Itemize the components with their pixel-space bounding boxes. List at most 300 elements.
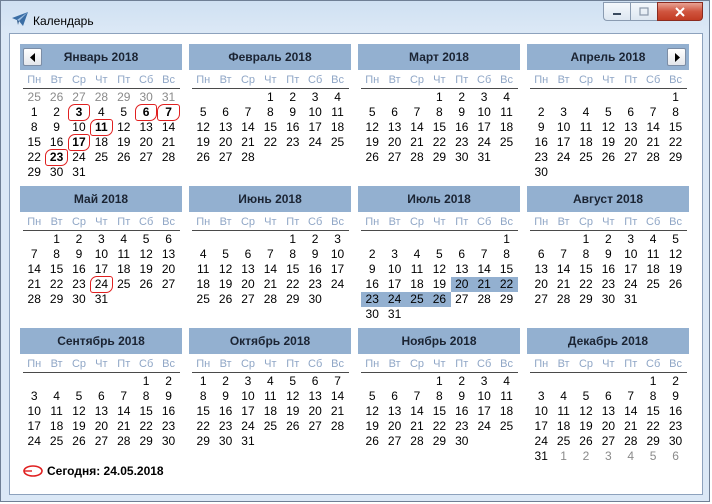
day-cell[interactable]: 4: [199, 247, 207, 261]
day-cell[interactable]: 13: [624, 120, 638, 134]
day-cell[interactable]: 24: [383, 292, 405, 307]
day-cell[interactable]: 14: [117, 404, 131, 418]
day-cell[interactable]: 9: [672, 389, 679, 403]
day-cell[interactable]: 13: [387, 404, 402, 418]
day-cell[interactable]: 2: [605, 232, 612, 246]
day-cell[interactable]: 21: [117, 419, 131, 433]
minimize-button[interactable]: [603, 2, 630, 21]
day-cell[interactable]: 7: [157, 105, 179, 120]
day-cell[interactable]: 2: [458, 90, 466, 104]
day-cell[interactable]: 27: [94, 434, 109, 448]
day-cell[interactable]: 10: [624, 247, 638, 261]
day-cell[interactable]: 24: [241, 419, 255, 433]
day-cell[interactable]: 9: [289, 105, 297, 119]
day-cell[interactable]: 28: [330, 419, 345, 433]
day-cell[interactable]: 20: [218, 135, 233, 149]
day-cell[interactable]: 13: [534, 262, 548, 276]
day-cell[interactable]: 7: [649, 105, 657, 119]
day-cell[interactable]: 20: [451, 277, 473, 292]
day-cell[interactable]: 24: [27, 434, 41, 448]
day-cell[interactable]: 11: [264, 389, 277, 403]
day-cell[interactable]: 25: [499, 135, 514, 149]
day-cell[interactable]: 29: [117, 90, 131, 104]
day-cell[interactable]: 24: [330, 277, 345, 291]
day-cell[interactable]: 14: [263, 262, 278, 276]
day-cell[interactable]: 9: [537, 120, 545, 134]
day-cell[interactable]: 23: [455, 135, 469, 149]
day-cell[interactable]: 17: [534, 419, 548, 433]
day-cell[interactable]: 6: [311, 374, 319, 388]
day-cell[interactable]: 7: [560, 247, 567, 261]
day-cell[interactable]: 31: [94, 292, 109, 306]
day-cell[interactable]: 11: [196, 262, 210, 276]
day-cell[interactable]: 19: [139, 262, 153, 276]
day-cell[interactable]: 12: [218, 262, 233, 276]
day-cell[interactable]: 28: [556, 292, 571, 306]
day-cell[interactable]: 18: [117, 262, 131, 276]
day-cell[interactable]: 16: [308, 262, 322, 276]
day-cell[interactable]: 8: [649, 389, 657, 403]
day-cell[interactable]: 8: [672, 105, 679, 119]
day-cell[interactable]: 9: [75, 247, 83, 261]
day-cell[interactable]: 8: [53, 247, 60, 261]
day-cell[interactable]: 23: [601, 277, 616, 291]
day-cell[interactable]: 9: [311, 247, 319, 261]
day-cell[interactable]: 2: [672, 374, 679, 388]
day-cell[interactable]: 25: [406, 292, 428, 307]
day-cell[interactable]: 28: [410, 434, 424, 448]
day-cell[interactable]: 17: [94, 262, 109, 276]
day-cell[interactable]: 30: [601, 292, 616, 306]
day-cell[interactable]: 22: [432, 419, 447, 433]
day-cell[interactable]: 10: [477, 389, 491, 403]
day-cell[interactable]: 1: [582, 232, 590, 246]
day-cell[interactable]: 23: [161, 419, 176, 433]
day-cell[interactable]: 14: [410, 120, 424, 134]
day-cell[interactable]: 17: [68, 135, 90, 150]
day-cell[interactable]: 24: [556, 150, 571, 164]
day-cell[interactable]: 6: [458, 247, 466, 261]
day-cell[interactable]: 24: [90, 277, 112, 292]
day-cell[interactable]: 20: [534, 277, 548, 291]
day-cell[interactable]: 16: [218, 404, 233, 418]
day-cell[interactable]: 16: [161, 404, 176, 418]
day-cell[interactable]: 5: [649, 449, 657, 463]
day-cell[interactable]: 14: [330, 389, 345, 403]
day-cell[interactable]: 4: [560, 389, 567, 403]
day-cell[interactable]: 7: [267, 247, 274, 261]
day-cell[interactable]: 10: [387, 262, 402, 276]
day-cell[interactable]: 7: [334, 374, 341, 388]
day-cell[interactable]: 15: [432, 404, 447, 418]
day-cell[interactable]: 17: [27, 419, 41, 433]
day-cell[interactable]: 19: [365, 419, 379, 433]
day-cell[interactable]: 5: [368, 389, 376, 403]
day-cell[interactable]: 3: [391, 247, 398, 261]
day-cell[interactable]: 15: [668, 120, 683, 134]
day-cell[interactable]: 26: [117, 150, 131, 164]
today-link[interactable]: [22, 462, 164, 480]
day-cell[interactable]: 5: [672, 232, 679, 246]
day-cell[interactable]: 16: [534, 135, 548, 149]
day-cell[interactable]: 19: [117, 135, 131, 149]
day-cell[interactable]: 1: [649, 374, 657, 388]
day-cell[interactable]: 9: [368, 262, 376, 276]
day-cell[interactable]: 23: [668, 419, 683, 433]
day-cell[interactable]: 24: [308, 135, 322, 149]
day-cell[interactable]: 29: [432, 150, 447, 164]
day-cell[interactable]: 28: [410, 150, 424, 164]
day-cell[interactable]: 3: [560, 105, 567, 119]
day-cell[interactable]: 17: [477, 404, 491, 418]
day-cell[interactable]: 20: [387, 419, 402, 433]
day-cell[interactable]: 24: [477, 135, 491, 149]
previous-month-button[interactable]: [23, 48, 42, 66]
day-cell[interactable]: 21: [624, 419, 638, 433]
day-cell[interactable]: 20: [387, 135, 402, 149]
day-cell[interactable]: 19: [365, 135, 379, 149]
day-cell[interactable]: 29: [49, 292, 64, 306]
day-cell[interactable]: 14: [646, 120, 660, 134]
day-cell[interactable]: 20: [139, 135, 153, 149]
day-cell[interactable]: 7: [480, 247, 488, 261]
title-bar[interactable]: [1, 1, 709, 35]
day-cell[interactable]: 1: [289, 232, 297, 246]
day-cell[interactable]: 26: [365, 434, 379, 448]
day-cell[interactable]: 4: [582, 105, 590, 119]
day-cell[interactable]: 1: [53, 232, 60, 246]
day-cell[interactable]: 22: [286, 277, 300, 291]
day-cell[interactable]: 28: [27, 292, 41, 306]
day-cell[interactable]: 26: [286, 419, 300, 433]
day-cell[interactable]: 29: [196, 434, 210, 448]
day-cell[interactable]: 5: [368, 105, 376, 119]
day-cell[interactable]: 1: [503, 232, 510, 246]
day-cell[interactable]: 29: [286, 292, 300, 306]
day-cell[interactable]: 27: [387, 434, 402, 448]
day-cell[interactable]: 18: [499, 404, 514, 418]
day-cell[interactable]: 18: [499, 120, 514, 134]
day-cell[interactable]: 12: [365, 404, 379, 418]
day-cell[interactable]: 29: [27, 165, 41, 179]
day-cell[interactable]: 7: [244, 105, 252, 119]
day-cell[interactable]: 11: [579, 120, 593, 134]
day-cell[interactable]: 7: [120, 389, 128, 403]
day-cell[interactable]: 18: [410, 277, 424, 291]
day-cell[interactable]: 25: [499, 419, 514, 433]
day-cell[interactable]: 31: [241, 434, 255, 448]
day-cell[interactable]: 5: [75, 389, 83, 403]
day-cell[interactable]: 19: [196, 135, 210, 149]
day-cell[interactable]: 7: [413, 389, 421, 403]
day-cell[interactable]: 3: [605, 449, 612, 463]
day-cell[interactable]: 4: [98, 105, 105, 119]
day-cell[interactable]: 21: [330, 404, 345, 418]
day-cell[interactable]: 25: [196, 292, 210, 306]
day-cell[interactable]: 6: [537, 247, 545, 261]
day-cell[interactable]: 6: [222, 105, 229, 119]
day-cell[interactable]: 18: [330, 120, 345, 134]
day-cell[interactable]: 8: [503, 247, 510, 261]
day-cell[interactable]: 7: [627, 389, 635, 403]
day-cell[interactable]: 4: [120, 232, 128, 246]
day-cell[interactable]: 13: [308, 389, 322, 403]
day-cell[interactable]: 9: [53, 120, 60, 134]
day-cell[interactable]: 1: [436, 374, 443, 388]
day-cell[interactable]: 6: [672, 449, 679, 463]
day-cell[interactable]: 14: [27, 262, 41, 276]
day-cell[interactable]: 25: [330, 135, 345, 149]
day-cell[interactable]: 27: [139, 150, 153, 164]
day-cell[interactable]: 23: [286, 135, 300, 149]
day-cell[interactable]: 10: [72, 120, 86, 134]
day-cell[interactable]: 6: [391, 389, 398, 403]
day-cell[interactable]: 10: [477, 105, 491, 119]
day-cell[interactable]: 12: [286, 389, 300, 403]
day-cell[interactable]: 15: [432, 120, 447, 134]
day-cell[interactable]: 3: [334, 232, 341, 246]
day-cell[interactable]: 6: [391, 105, 398, 119]
day-cell[interactable]: 30: [139, 90, 153, 104]
day-cell[interactable]: 28: [263, 292, 278, 306]
day-cell[interactable]: 17: [241, 404, 255, 418]
day-cell[interactable]: 13: [94, 404, 109, 418]
day-cell[interactable]: 15: [263, 120, 278, 134]
day-cell[interactable]: 27: [387, 150, 402, 164]
day-cell[interactable]: 22: [646, 419, 660, 433]
day-cell[interactable]: 26: [579, 434, 593, 448]
day-cell[interactable]: 3: [537, 389, 545, 403]
day-cell[interactable]: 11: [646, 247, 660, 261]
day-cell[interactable]: 1: [142, 374, 150, 388]
day-cell[interactable]: 8: [436, 105, 443, 119]
day-cell[interactable]: 2: [75, 232, 83, 246]
day-cell[interactable]: 16: [365, 277, 379, 291]
day-cell[interactable]: 27: [455, 292, 469, 306]
day-cell[interactable]: 26: [365, 150, 379, 164]
day-cell[interactable]: 12: [668, 247, 683, 261]
day-cell[interactable]: 24: [72, 150, 86, 164]
day-cell[interactable]: 2: [458, 374, 466, 388]
day-cell[interactable]: 16: [668, 404, 683, 418]
day-cell[interactable]: 31: [534, 449, 548, 463]
day-cell[interactable]: 29: [579, 292, 593, 306]
day-cell[interactable]: 26: [72, 434, 86, 448]
day-cell[interactable]: 6: [165, 232, 172, 246]
day-cell[interactable]: 8: [199, 389, 207, 403]
day-cell[interactable]: 14: [624, 404, 638, 418]
day-cell[interactable]: 30: [72, 292, 86, 306]
day-cell[interactable]: 31: [161, 90, 176, 104]
day-cell[interactable]: 12: [365, 120, 379, 134]
day-cell[interactable]: 17: [387, 277, 402, 291]
day-cell[interactable]: 7: [30, 247, 38, 261]
day-cell[interactable]: 23: [534, 150, 548, 164]
day-cell[interactable]: 25: [579, 150, 593, 164]
day-cell[interactable]: 9: [458, 389, 466, 403]
day-cell[interactable]: 14: [161, 120, 176, 134]
day-cell[interactable]: 3: [68, 105, 90, 120]
day-cell[interactable]: 3: [98, 232, 105, 246]
day-cell[interactable]: 3: [480, 90, 488, 104]
day-cell[interactable]: 25: [27, 90, 41, 104]
day-cell[interactable]: 22: [139, 419, 153, 433]
day-cell[interactable]: 15: [579, 262, 593, 276]
day-cell[interactable]: 8: [142, 389, 150, 403]
day-cell[interactable]: 23: [455, 419, 469, 433]
day-cell[interactable]: 27: [218, 150, 233, 164]
day-cell[interactable]: 8: [289, 247, 297, 261]
day-cell[interactable]: 12: [196, 120, 210, 134]
day-cell[interactable]: 18: [94, 135, 109, 149]
day-cell[interactable]: 9: [165, 389, 172, 403]
day-cell[interactable]: 11: [557, 404, 570, 418]
day-cell[interactable]: 1: [672, 90, 679, 104]
day-cell[interactable]: 18: [556, 419, 571, 433]
day-cell[interactable]: 12: [117, 120, 131, 134]
day-cell[interactable]: 22: [432, 135, 447, 149]
day-cell[interactable]: 18: [49, 419, 64, 433]
day-cell[interactable]: 8: [582, 247, 590, 261]
day-cell[interactable]: 11: [500, 105, 513, 119]
day-cell[interactable]: 13: [601, 404, 616, 418]
day-cell[interactable]: 11: [50, 404, 63, 418]
day-cell[interactable]: 30: [534, 165, 548, 179]
day-cell[interactable]: 1: [267, 90, 274, 104]
day-cell[interactable]: 2: [165, 374, 172, 388]
day-cell[interactable]: 30: [308, 292, 322, 306]
day-cell[interactable]: 21: [263, 277, 278, 291]
day-cell[interactable]: 3: [311, 90, 319, 104]
day-cell[interactable]: 3: [30, 389, 38, 403]
day-cell[interactable]: 18: [263, 404, 278, 418]
day-cell[interactable]: 1: [436, 90, 443, 104]
day-cell[interactable]: 30: [161, 434, 176, 448]
day-cell[interactable]: 21: [410, 135, 424, 149]
day-cell[interactable]: 21: [646, 135, 660, 149]
day-cell[interactable]: 13: [218, 120, 233, 134]
day-cell[interactable]: 19: [579, 419, 593, 433]
day-cell[interactable]: 28: [646, 150, 660, 164]
day-cell[interactable]: 19: [601, 135, 616, 149]
day-cell[interactable]: 11: [90, 120, 112, 135]
day-cell[interactable]: 23: [218, 419, 233, 433]
day-cell[interactable]: 5: [582, 389, 590, 403]
day-cell[interactable]: 2: [53, 105, 60, 119]
day-cell[interactable]: 8: [436, 389, 443, 403]
day-cell[interactable]: 20: [94, 419, 109, 433]
day-cell[interactable]: 5: [222, 247, 229, 261]
day-cell[interactable]: 19: [218, 277, 233, 291]
day-cell[interactable]: 4: [267, 374, 274, 388]
day-cell[interactable]: 19: [72, 419, 86, 433]
day-cell[interactable]: 16: [455, 120, 469, 134]
day-cell[interactable]: 21: [473, 277, 495, 292]
day-cell[interactable]: 12: [601, 120, 616, 134]
day-cell[interactable]: 17: [477, 120, 491, 134]
day-cell[interactable]: 25: [646, 277, 660, 291]
day-cell[interactable]: 30: [455, 434, 469, 448]
day-cell[interactable]: 9: [222, 389, 229, 403]
day-cell[interactable]: 21: [241, 135, 255, 149]
day-cell[interactable]: 15: [646, 404, 660, 418]
day-cell[interactable]: 17: [330, 262, 345, 276]
day-cell[interactable]: 8: [267, 105, 274, 119]
day-cell[interactable]: 24: [624, 277, 638, 291]
day-cell[interactable]: 1: [560, 449, 567, 463]
day-cell[interactable]: 31: [387, 307, 402, 321]
day-cell[interactable]: 10: [308, 105, 322, 119]
maximize-button[interactable]: [630, 2, 657, 21]
day-cell[interactable]: 14: [241, 120, 255, 134]
day-cell[interactable]: 4: [503, 374, 510, 388]
day-cell[interactable]: 4: [503, 90, 510, 104]
day-cell[interactable]: 30: [455, 150, 469, 164]
day-cell[interactable]: 6: [605, 389, 612, 403]
day-cell[interactable]: 5: [436, 247, 443, 261]
day-cell[interactable]: 19: [432, 277, 447, 291]
day-cell[interactable]: 14: [410, 404, 424, 418]
day-cell[interactable]: 9: [605, 247, 612, 261]
day-cell[interactable]: 24: [534, 434, 548, 448]
day-cell[interactable]: 16: [601, 262, 616, 276]
day-cell[interactable]: 10: [534, 404, 548, 418]
day-cell[interactable]: 12: [579, 404, 593, 418]
day-cell[interactable]: 25: [49, 434, 64, 448]
day-cell[interactable]: 15: [499, 262, 514, 276]
day-cell[interactable]: 6: [135, 105, 157, 120]
day-cell[interactable]: 25: [94, 150, 109, 164]
day-cell[interactable]: 27: [241, 292, 255, 306]
day-cell[interactable]: 31: [624, 292, 638, 306]
day-cell[interactable]: 1: [30, 105, 38, 119]
day-cell[interactable]: 16: [286, 120, 300, 134]
day-cell[interactable]: 22: [579, 277, 593, 291]
day-cell[interactable]: 5: [199, 105, 207, 119]
day-cell[interactable]: 2: [222, 374, 229, 388]
close-button[interactable]: [657, 2, 703, 21]
day-cell[interactable]: 5: [289, 374, 297, 388]
day-cell[interactable]: 11: [410, 262, 424, 276]
day-cell[interactable]: 26: [218, 292, 233, 306]
day-cell[interactable]: 18: [579, 135, 593, 149]
day-cell[interactable]: 22: [49, 277, 64, 291]
day-cell[interactable]: 27: [534, 292, 548, 306]
day-cell[interactable]: 13: [161, 247, 176, 261]
day-cell[interactable]: 21: [27, 277, 41, 291]
day-cell[interactable]: 10: [330, 247, 345, 261]
day-cell[interactable]: 15: [196, 404, 210, 418]
day-cell[interactable]: 29: [139, 434, 153, 448]
day-cell[interactable]: 22: [196, 419, 210, 433]
day-cell[interactable]: 29: [432, 434, 447, 448]
day-cell[interactable]: 28: [117, 434, 131, 448]
day-cell[interactable]: 6: [244, 247, 252, 261]
day-cell[interactable]: 19: [286, 404, 300, 418]
day-cell[interactable]: 3: [244, 374, 252, 388]
day-cell[interactable]: 26: [428, 292, 450, 307]
day-cell[interactable]: 16: [455, 404, 469, 418]
day-cell[interactable]: 20: [601, 419, 616, 433]
day-cell[interactable]: 11: [331, 105, 344, 119]
day-cell[interactable]: 25: [117, 277, 131, 291]
day-cell[interactable]: 22: [495, 277, 517, 292]
day-cell[interactable]: 5: [142, 232, 150, 246]
day-cell[interactable]: 4: [627, 449, 635, 463]
day-cell[interactable]: 26: [668, 277, 683, 291]
day-cell[interactable]: 27: [601, 434, 616, 448]
day-cell[interactable]: 15: [139, 404, 153, 418]
